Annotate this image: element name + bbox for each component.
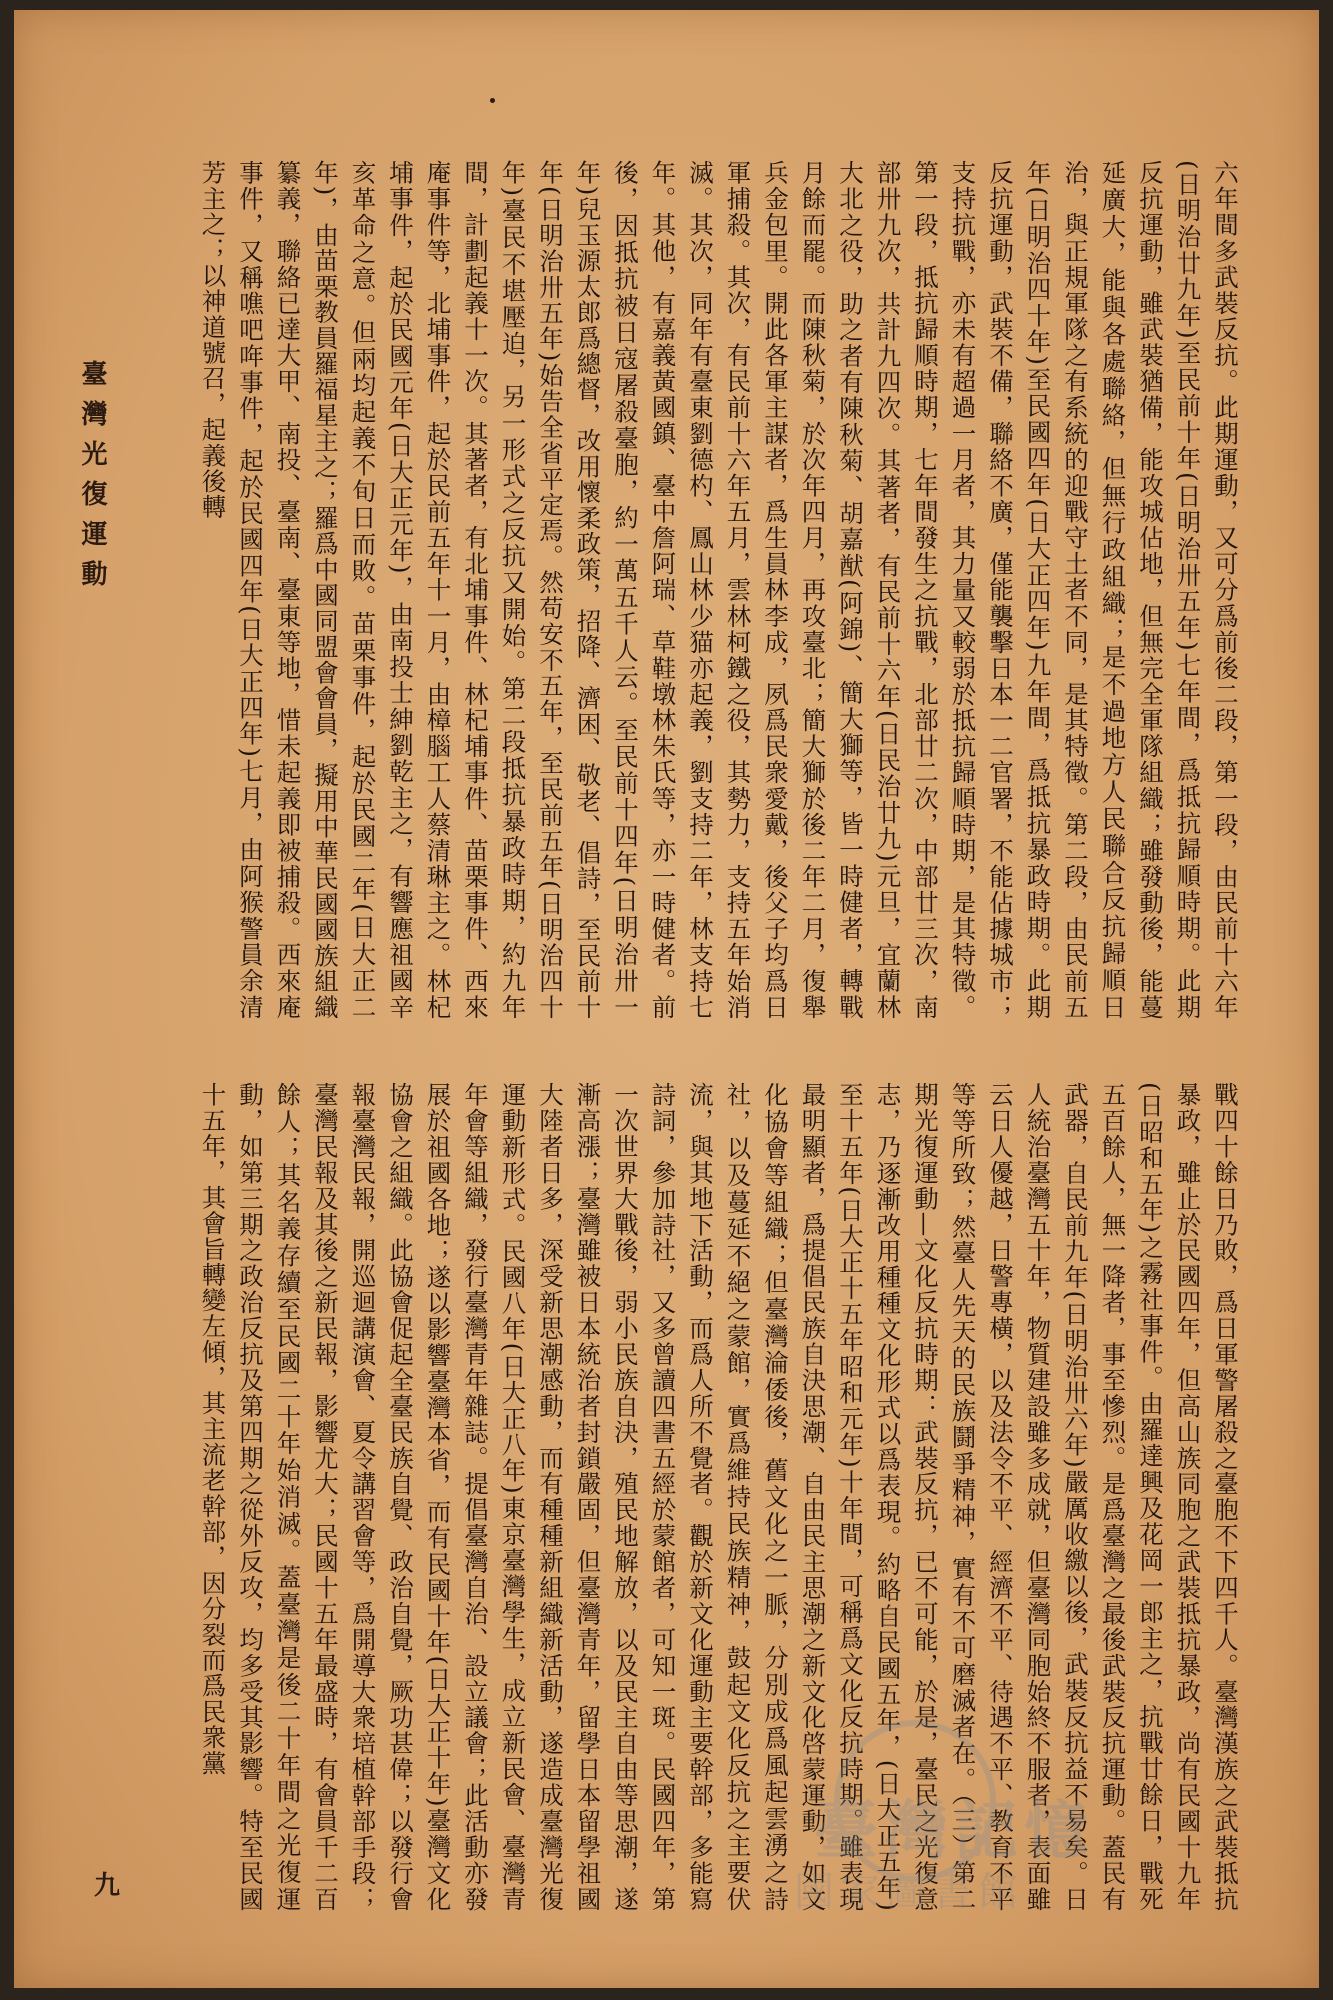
watermark-text: 臺灣記憶 xyxy=(814,1795,1094,1869)
watermark-subtext: 國家圖書館 xyxy=(794,1869,1024,1915)
ink-dot xyxy=(490,98,495,103)
page-number: 九 xyxy=(94,1871,121,1901)
book-page xyxy=(14,10,1319,1988)
upper-text-block xyxy=(164,160,1244,1020)
lower-text-block xyxy=(164,1082,1244,1912)
upper-paragraph: 六年間多武裝反抗。此期運動，又可分爲前後二段，第一段，由民前十六年(日明治廿九年)至民前十年(日明治卅五年)七年間，爲抵抗歸順時期。此期反抗運動，雖武裝猶備，能攻城佔地，但無完全軍隊組織；雖發動後，能蔓延廣大，能與各處聯絡，但無行政組織；是不過地方人民聯合反抗歸順日治，與正規軍隊之有系統的迎戰守土者不同，是其特徵。第二段，由民前五年(日明治四十年)至民國四年(日大正四年)九年間，爲抵抗暴政時期。此期反抗運動，武裝不備，聯絡不廣，僅能襲擊日本一二官署，不能佔據城市；支持抗戰，亦未有超過一月者，其力量又較弱於抵抗歸順時期，是其特徵。第一段，抵抗歸順時期，七年間發生之抗戰，北部廿二次，中部廿三次，南部卅九次，共計九四次。其著者，有民前十六年(日民治廿九)元旦，宜蘭林大北之役，助之者有陳秋菊、胡嘉猷(阿錦)、簡大獅等，皆一時健者，轉戰月餘而罷。而陳秋菊，於次年四月，再攻臺北；簡大獅於後二年二月，復舉兵金包里。開此各軍主謀者，爲生員林李成，夙爲民衆愛戴，後父子均爲日軍捕殺。其次，有民前十六年五月，雲林柯鐵之役，其勢力，支持五年始消滅。其次，同年有臺東劉德杓、鳳山林少猫亦起義，劉支持二年，林支持七年。其他，有嘉義黃國鎮、臺中詹阿瑞、草鞋墩林朱氏等，亦一時健者。前後，因抵抗被日寇屠殺臺胞，約一萬五千人云。至民前十四年(日明治卅一年)兒玉源太郎爲總督，改用懷柔政策，招降、濟困、敬老、倡詩，至民前十年(日明治卅五年)始告全省平定焉。然苟安不五年，至民前五年(日明治四十年)臺民不堪壓迫，另一形式之反抗又開始。第二段抵抗暴政時期，約九年間，計劃起義十一次。其著者，有北埔事件、林杞埔事件、苗栗事件、西來庵事件等，北埔事件，起於民前五年十一月，由樟腦工人蔡清琳主之。林杞埔事件，起於民國元年(日大正元年)，由南投士紳劉乾主之，有響應祖國辛亥革命之意。但兩均起義不旬日而敗。苗栗事件，起於民國二年(日大正二年)，由苗栗教員羅福星主之；羅爲中國同盟會會員，擬用中華民國國族組織纂義，聯絡已達大甲、南投、臺南、臺東等地，惜未起義即被捕殺。西來庵事件，又稱噍吧哖事件，起於民國四年(日大正四年)七月，由阿猴警員余清芳主之；以神道號召，起義後轉 xyxy=(198,160,1240,1020)
lower-paragraph: 戰四十餘日乃敗，爲日軍警屠殺之臺胞不下四千人。臺灣漢族之武裝抵抗暴政，雖止於民國四年，但高山族同胞之武裝抵抗暴政，尚有民國十九年(日昭和五年)之霧社事件。由羅達興及花岡一郎主之，抗戰廿餘日，戰死五百餘人，無一降者，事至慘烈。是爲臺灣之最後武裝反抗運動。蓋民有武器，自民前九年(日明治卅六年)嚴厲收繳以後，武裝反抗益不易矣。日人統治臺灣五十年，物質建設雖多成就，但臺灣同胞始終不服者，表面雖云日人優越，日警專橫，以及法令不平、經濟不平、待遇不平、教育不平等等所致；然臺人先天的民族鬪爭精神，實有不可磨滅者在。（三）第二期光復運動—文化反抗時期：武裝反抗，已不可能，於是，臺民之光復意志，乃逐漸改用種種文化形式以爲表現。約略自民國五年，(日大正五年)至十五年(日大正十五年昭和元年)十年間，可稱爲文化反抗時期。雖表現最明顯者，爲提倡民族自決思潮、自由民主思潮之新文化啓蒙運動，如文化協會等組織；但臺灣淪倭後，舊文化之一脈，分別成爲風起雲湧之詩社，以及蔓延不絕之蒙館，實爲維持民族精神，鼓起文化反抗之主要伏流，與其地下活動，而爲人所不覺者。觀於新文化運動主要幹部，多能寫詩詞，參加詩社，又多曾讀四書五經於蒙館者，可知一斑。民國四年，第一次世界大戰後，弱小民族自決，殖民地解放，以及民主自由等思潮，遂漸高漲；臺灣雖被日本統治者封鎖嚴固，但臺灣青年，留學日本留學祖國大陸者日多，深受新思潮感動，而有種種新組織新活動，遂造成臺灣光復運動新形式。民國八年(日大正八年)東京臺灣學生，成立新民會、臺灣青年會等組織，發行臺灣青年雜誌。提倡臺灣自治、設立議會；此活動亦發展於祖國各地；遂以影響臺灣本省，而有民國十年(日大正十年)臺灣文化協會之組織。此協會促起全臺民族自覺、政治自覺，厥功甚偉；以發行會報臺灣民報，開巡迴講演會、夏令講習會等，爲開導大衆培植幹部手段；臺灣民報及其後之新民報，影響尤大；民國十五年最盛時，有會員千二百餘人；其名義存續至民國二十年始消滅。蓋臺灣是後二十年間之光復運動，如第三期之政治反抗及第四期之從外反攻，均多受其影響。特至民國十五年，其會旨轉變左傾，其主流老幹部，因分裂而爲民衆黨 xyxy=(198,1082,1240,1912)
running-title: 臺灣光復運動 xyxy=(77,360,107,600)
